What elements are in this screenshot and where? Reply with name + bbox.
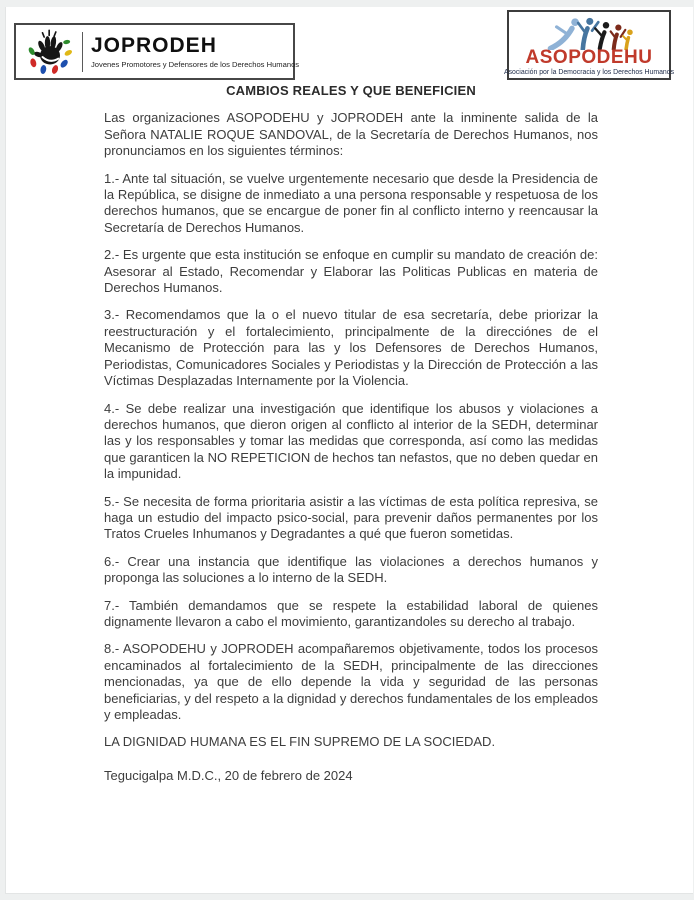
asopodehu-logo-box [503,10,675,80]
paragraph-2: 2.- Es urgente que esta institución se enfoque en cumplir su mandato de creación de: Asesorar al Estado, Recomendar y Elaborar las Politicas Publicas en materia de Derechos Humanos. [104,247,598,296]
paragraph-6: 6.- Crear una instancia que identifique las violaciones a derechos humanos y proponga las soluciones a lo interno de la SEDH. [104,553,598,586]
asopodehu-tagline: Asociación por la Democracia y los Derechos Humanos [503,69,675,76]
document-body [6,7,693,784]
document-title: CAMBIOS REALES Y QUE BENEFICIEN [226,83,476,98]
intro-paragraph: Las organizaciones ASOPODEHU y JOPRODEH ante la inminente salida de la Señora NATALIE ROQUE SANDOVAL, de la Secretaría de Derechos Humanos, nos pronunciamos en los siguientes términos: [104,110,598,159]
paragraph-3: 3.- Recomendamos que la o el nuevo titular de esa secretaría, debe priorizar la reestructuración y el fortalecimiento, principalmente de la direcciónes de el Mecanismo de Protección para las y los Defensores de Derechos Humanos, Periodistas, Comunicadores Sociales y Periodistas y la Dirección de Protección a las Víctimas Desplazadas Internamente por la Violencia. [104,307,598,389]
joprodeh-handprint-icon [24,27,76,77]
closing-statement: LA DIGNIDAD HUMANA ES EL FIN SUPREMO DE LA SOCIEDAD. [104,734,496,750]
paragraph-5: 5.- Se necesita de forma prioritaria asistir a las víctimas de esta política represiva, se haga un estudio del impacto psico-social, para prevenir daños permanentes por los Tratos Crueles Inhumanos y Degradantes a qué que fueron sometidas. [104,493,598,542]
asopodehu-dancing-figures-icon [541,16,637,50]
paragraph-1: 1.- Ante tal situación, se vuelve urgentemente necesario que desde la Presidencia de la República, se disigne de inmediato a una persona responsable y respetuosa de los derechos humanos, que se encargue de poner fin al conflicto interno y reencausar la Secretaría de Derechos Humanos. [104,170,598,235]
paragraph-7: 7.- También demandamos que se respete la estabilidad laboral de quienes dignamente llevaron a cabo el movimiento, garantizandoles su derecho al trabajo. [104,597,598,629]
document-page [5,7,693,894]
asopodehu-name: ASOPODEHU [525,47,653,68]
paragraph-4: 4.- Se debe realizar una investigación que identifique los abusos y violaciones a derechos humanos, que dieron origen al conflicto al interior de la SEDH, determinar las y los responsables y tomar las medidas que corresponda, así como las medidas que garanticen la NO REPETICION de hechos tan nefastos, que no deben quedar en la impunidad. [104,400,598,482]
paragraph-8: 8.- ASOPODEHU y JOPRODEH acompañaremos objetivamente, todos los procesos encaminados al fortalecimiento de la SEDH, principalmente de las direcciones mencionadas, ya que de ello depende la vida y seguridad de las personas beneficiarias, y del respeto a la dignidad y derechos fundamentales de los empleados y empleadas. [104,641,598,722]
dateline: Tegucigalpa M.D.C., 20 de febrero de 2024 [104,767,353,783]
joprodeh-tagline: Jovenes Promotores y Defensores de los Derechos Humanos [91,59,300,69]
logo-divider [82,32,83,72]
joprodeh-name: JOPRODEH [91,33,217,57]
joprodeh-logo-box [14,23,300,80]
